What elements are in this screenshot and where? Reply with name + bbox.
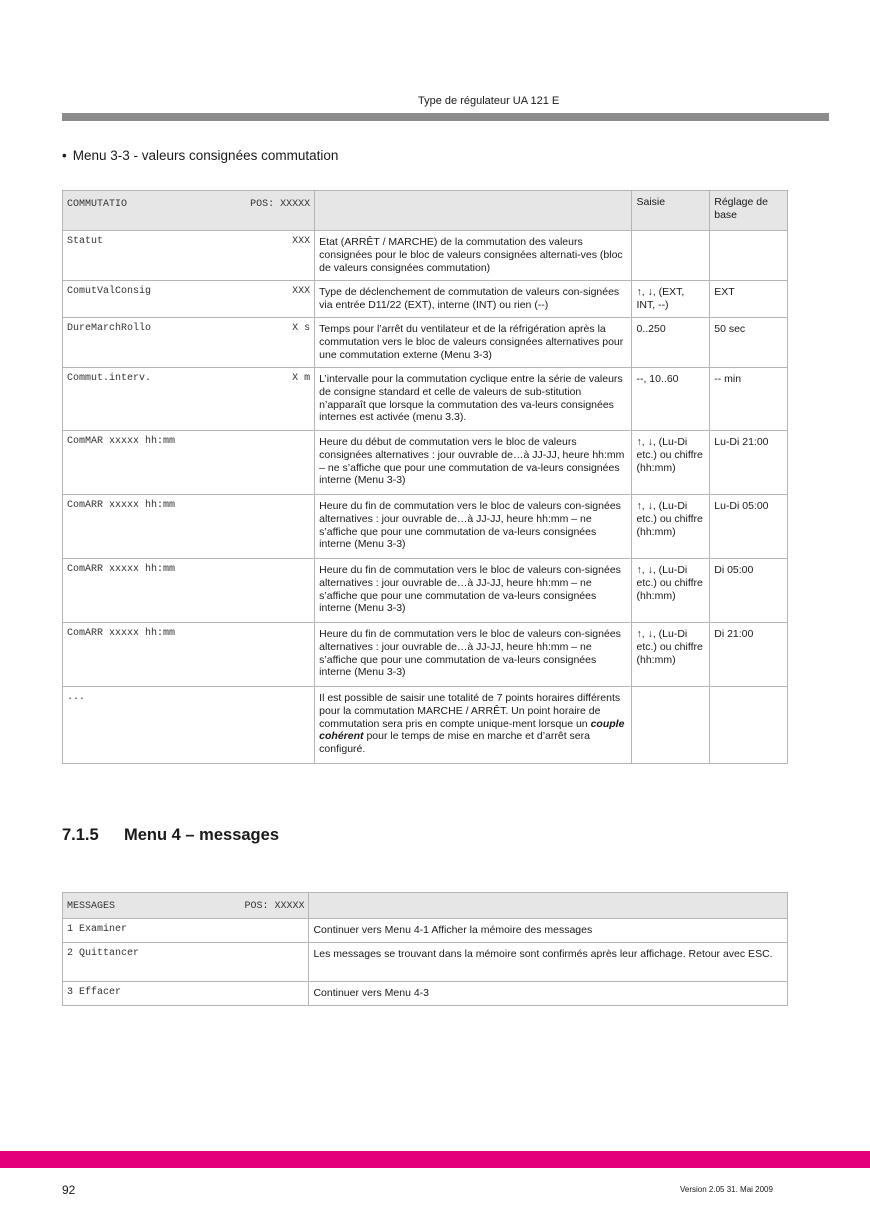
table-row bbox=[63, 318, 788, 368]
desc-cell: Continuer vers Menu 4-3 bbox=[309, 981, 788, 1005]
default-cell: 50 sec bbox=[710, 318, 788, 368]
param-name: ComARR xxxxx hh:mm bbox=[67, 564, 176, 575]
param-cell: 3 Effacer bbox=[63, 981, 309, 1005]
header-desc-cell bbox=[309, 893, 788, 919]
default-cell: -- min bbox=[710, 368, 788, 431]
subsection-heading bbox=[62, 826, 279, 845]
desc-text: Il est possible de saisir une totalité de 7 points horaires différents pour la commutation MARCHE / ARRÊT. Un point horaire de commutation sera pris en compte unique-ment lorsque un bbox=[319, 692, 621, 730]
page-header-title: Type de régulateur UA 121 E bbox=[418, 95, 560, 107]
param-cell: 2 Quittancer bbox=[63, 942, 309, 981]
header-menu-cell bbox=[63, 893, 309, 919]
bullet: • bbox=[62, 148, 67, 163]
page-number: 92 bbox=[62, 1183, 76, 1197]
header-menu-label: MESSAGES bbox=[67, 901, 116, 912]
default-cell: EXT bbox=[710, 281, 788, 318]
footer-accent-bar bbox=[0, 1151, 870, 1168]
table-row bbox=[63, 942, 788, 981]
subsection-number: 7.1.5 bbox=[62, 826, 99, 844]
table-header-row bbox=[63, 893, 788, 919]
desc-cell: Type de déclenchement de commutation de valeurs con-signées via entrée D11/22 (EXT), interne (INT) ou rien (--) bbox=[315, 281, 632, 318]
default-cell: Di 21:00 bbox=[710, 623, 788, 687]
input-cell: ↑, ↓, (Lu-Di etc.) ou chiffre (hh:mm) bbox=[632, 623, 710, 687]
table-row bbox=[63, 495, 788, 559]
subsection-title: Menu 4 – messages bbox=[124, 826, 279, 844]
param-name: ComARR xxxxx hh:mm bbox=[67, 500, 176, 511]
desc-emphasis: couple cohérent bbox=[319, 717, 625, 743]
table-row bbox=[63, 231, 788, 281]
param-cell bbox=[63, 231, 315, 281]
input-cell bbox=[632, 687, 710, 764]
param-cell bbox=[63, 318, 315, 368]
param-name: ... bbox=[67, 692, 86, 703]
input-cell: ↑, ↓, (Lu-Di etc.) ou chiffre (hh:mm) bbox=[632, 431, 710, 495]
section-heading bbox=[62, 148, 338, 163]
table-row bbox=[63, 281, 788, 318]
commutation-table bbox=[62, 190, 788, 764]
param-name: ComutValConsig bbox=[67, 286, 152, 297]
header-bar bbox=[62, 113, 829, 121]
header-pos-label: POS: XXXXX bbox=[244, 901, 305, 912]
param-cell bbox=[63, 687, 315, 764]
param-name: DureMarchRollo bbox=[67, 323, 152, 334]
param-cell: 1 Examiner bbox=[63, 918, 309, 942]
table-row bbox=[63, 431, 788, 495]
param-name: Commut.interv. bbox=[67, 373, 152, 384]
param-name: ComARR xxxxx hh:mm bbox=[67, 628, 176, 639]
param-cell bbox=[63, 431, 315, 495]
table-row bbox=[63, 623, 788, 687]
header-menu-label: COMMUTATIO bbox=[67, 199, 128, 210]
default-cell: Di 05:00 bbox=[710, 559, 788, 623]
desc-cell: Les messages se trouvant dans la mémoire sont confirmés après leur affichage. Retour avec ESC. bbox=[309, 942, 788, 981]
param-unit: X m bbox=[292, 373, 311, 384]
default-cell: Lu-Di 05:00 bbox=[710, 495, 788, 559]
desc-cell: Temps pour l’arrêt du ventilateur et de la réfrigération après la commutation vers le bloc de valeurs consignées alternatives pour une commutation externe (Menu 3-3) bbox=[315, 318, 632, 368]
input-cell: ↑, ↓, (EXT, INT, --) bbox=[632, 281, 710, 318]
desc-cell: Heure du fin de commutation vers le bloc de valeurs con-signées alternatives : jour ouvrable de…à JJ-JJ, heure hh:mm – ne s’affiche que pour une commutation de va-leurs consignées interne (Menu 3-3) bbox=[315, 623, 632, 687]
input-cell bbox=[632, 231, 710, 281]
header-desc-cell bbox=[315, 191, 632, 231]
default-cell: Lu-Di 21:00 bbox=[710, 431, 788, 495]
default-cell bbox=[710, 231, 788, 281]
version-info: Version 2.05 31. Mai 2009 bbox=[680, 1185, 773, 1194]
header-input-cell: Saisie bbox=[632, 191, 710, 231]
header-pos-label: POS: XXXXX bbox=[250, 199, 311, 210]
table-row bbox=[63, 559, 788, 623]
param-unit: XXX bbox=[292, 286, 311, 297]
table-row bbox=[63, 368, 788, 431]
param-name: Statut bbox=[67, 236, 104, 247]
desc-text: pour le temps de mise en marche et d’arrêt sera configuré. bbox=[319, 730, 590, 756]
param-cell bbox=[63, 623, 315, 687]
param-cell bbox=[63, 368, 315, 431]
desc-cell bbox=[315, 687, 632, 764]
desc-cell: Etat (ARRÊT / MARCHE) de la commutation des valeurs consignées pour le bloc de valeurs consignées alternati-ves (bloc de valeurs consignées commutation) bbox=[315, 231, 632, 281]
param-cell bbox=[63, 559, 315, 623]
param-unit: X s bbox=[292, 323, 311, 334]
param-name: ComMAR xxxxx hh:mm bbox=[67, 436, 176, 447]
desc-cell: Heure du fin de commutation vers le bloc de valeurs con-signées alternatives : jour ouvrable de…à JJ-JJ, heure hh:mm – ne s’affiche que pour une commutation de va-leurs consignées interne (Menu 3-3) bbox=[315, 559, 632, 623]
table-header-row bbox=[63, 191, 788, 231]
input-cell: 0..250 bbox=[632, 318, 710, 368]
table-row bbox=[63, 918, 788, 942]
messages-table bbox=[62, 892, 788, 1006]
section-title: Menu 3-3 - valeurs consignées commutation bbox=[72, 148, 339, 163]
param-cell bbox=[63, 495, 315, 559]
input-cell: --, 10..60 bbox=[632, 368, 710, 431]
header-default-cell: Réglage de base bbox=[710, 191, 788, 231]
table-row bbox=[63, 687, 788, 764]
param-cell bbox=[63, 281, 315, 318]
input-cell: ↑, ↓, (Lu-Di etc.) ou chiffre (hh:mm) bbox=[632, 559, 710, 623]
param-unit: XXX bbox=[292, 236, 311, 247]
desc-cell: Continuer vers Menu 4-1 Afficher la mémoire des messages bbox=[309, 918, 788, 942]
input-cell: ↑, ↓, (Lu-Di etc.) ou chiffre (hh:mm) bbox=[632, 495, 710, 559]
desc-cell: Heure du fin de commutation vers le bloc de valeurs con-signées alternatives : jour ouvrable de…à JJ-JJ, heure hh:mm – ne s’affiche que pour une commutation de va-leurs consignées interne (Menu 3-3) bbox=[315, 495, 632, 559]
header-menu-cell bbox=[63, 191, 315, 231]
table-row bbox=[63, 981, 788, 1005]
default-cell bbox=[710, 687, 788, 764]
desc-cell: L’intervalle pour la commutation cyclique entre la série de valeurs de consigne standard et celle de valeurs de sub-stitution n’apparaît que lorsque la commutation des va-leurs consignées internes est activée (menu 3.3). bbox=[315, 368, 632, 431]
desc-cell: Heure du début de commutation vers le bloc de valeurs consignées alternatives : jour ouvrable de…à JJ-JJ, heure hh:mm – ne s’affiche que pour une commutation de va-leurs consignées interne (Menu 3-3) bbox=[315, 431, 632, 495]
